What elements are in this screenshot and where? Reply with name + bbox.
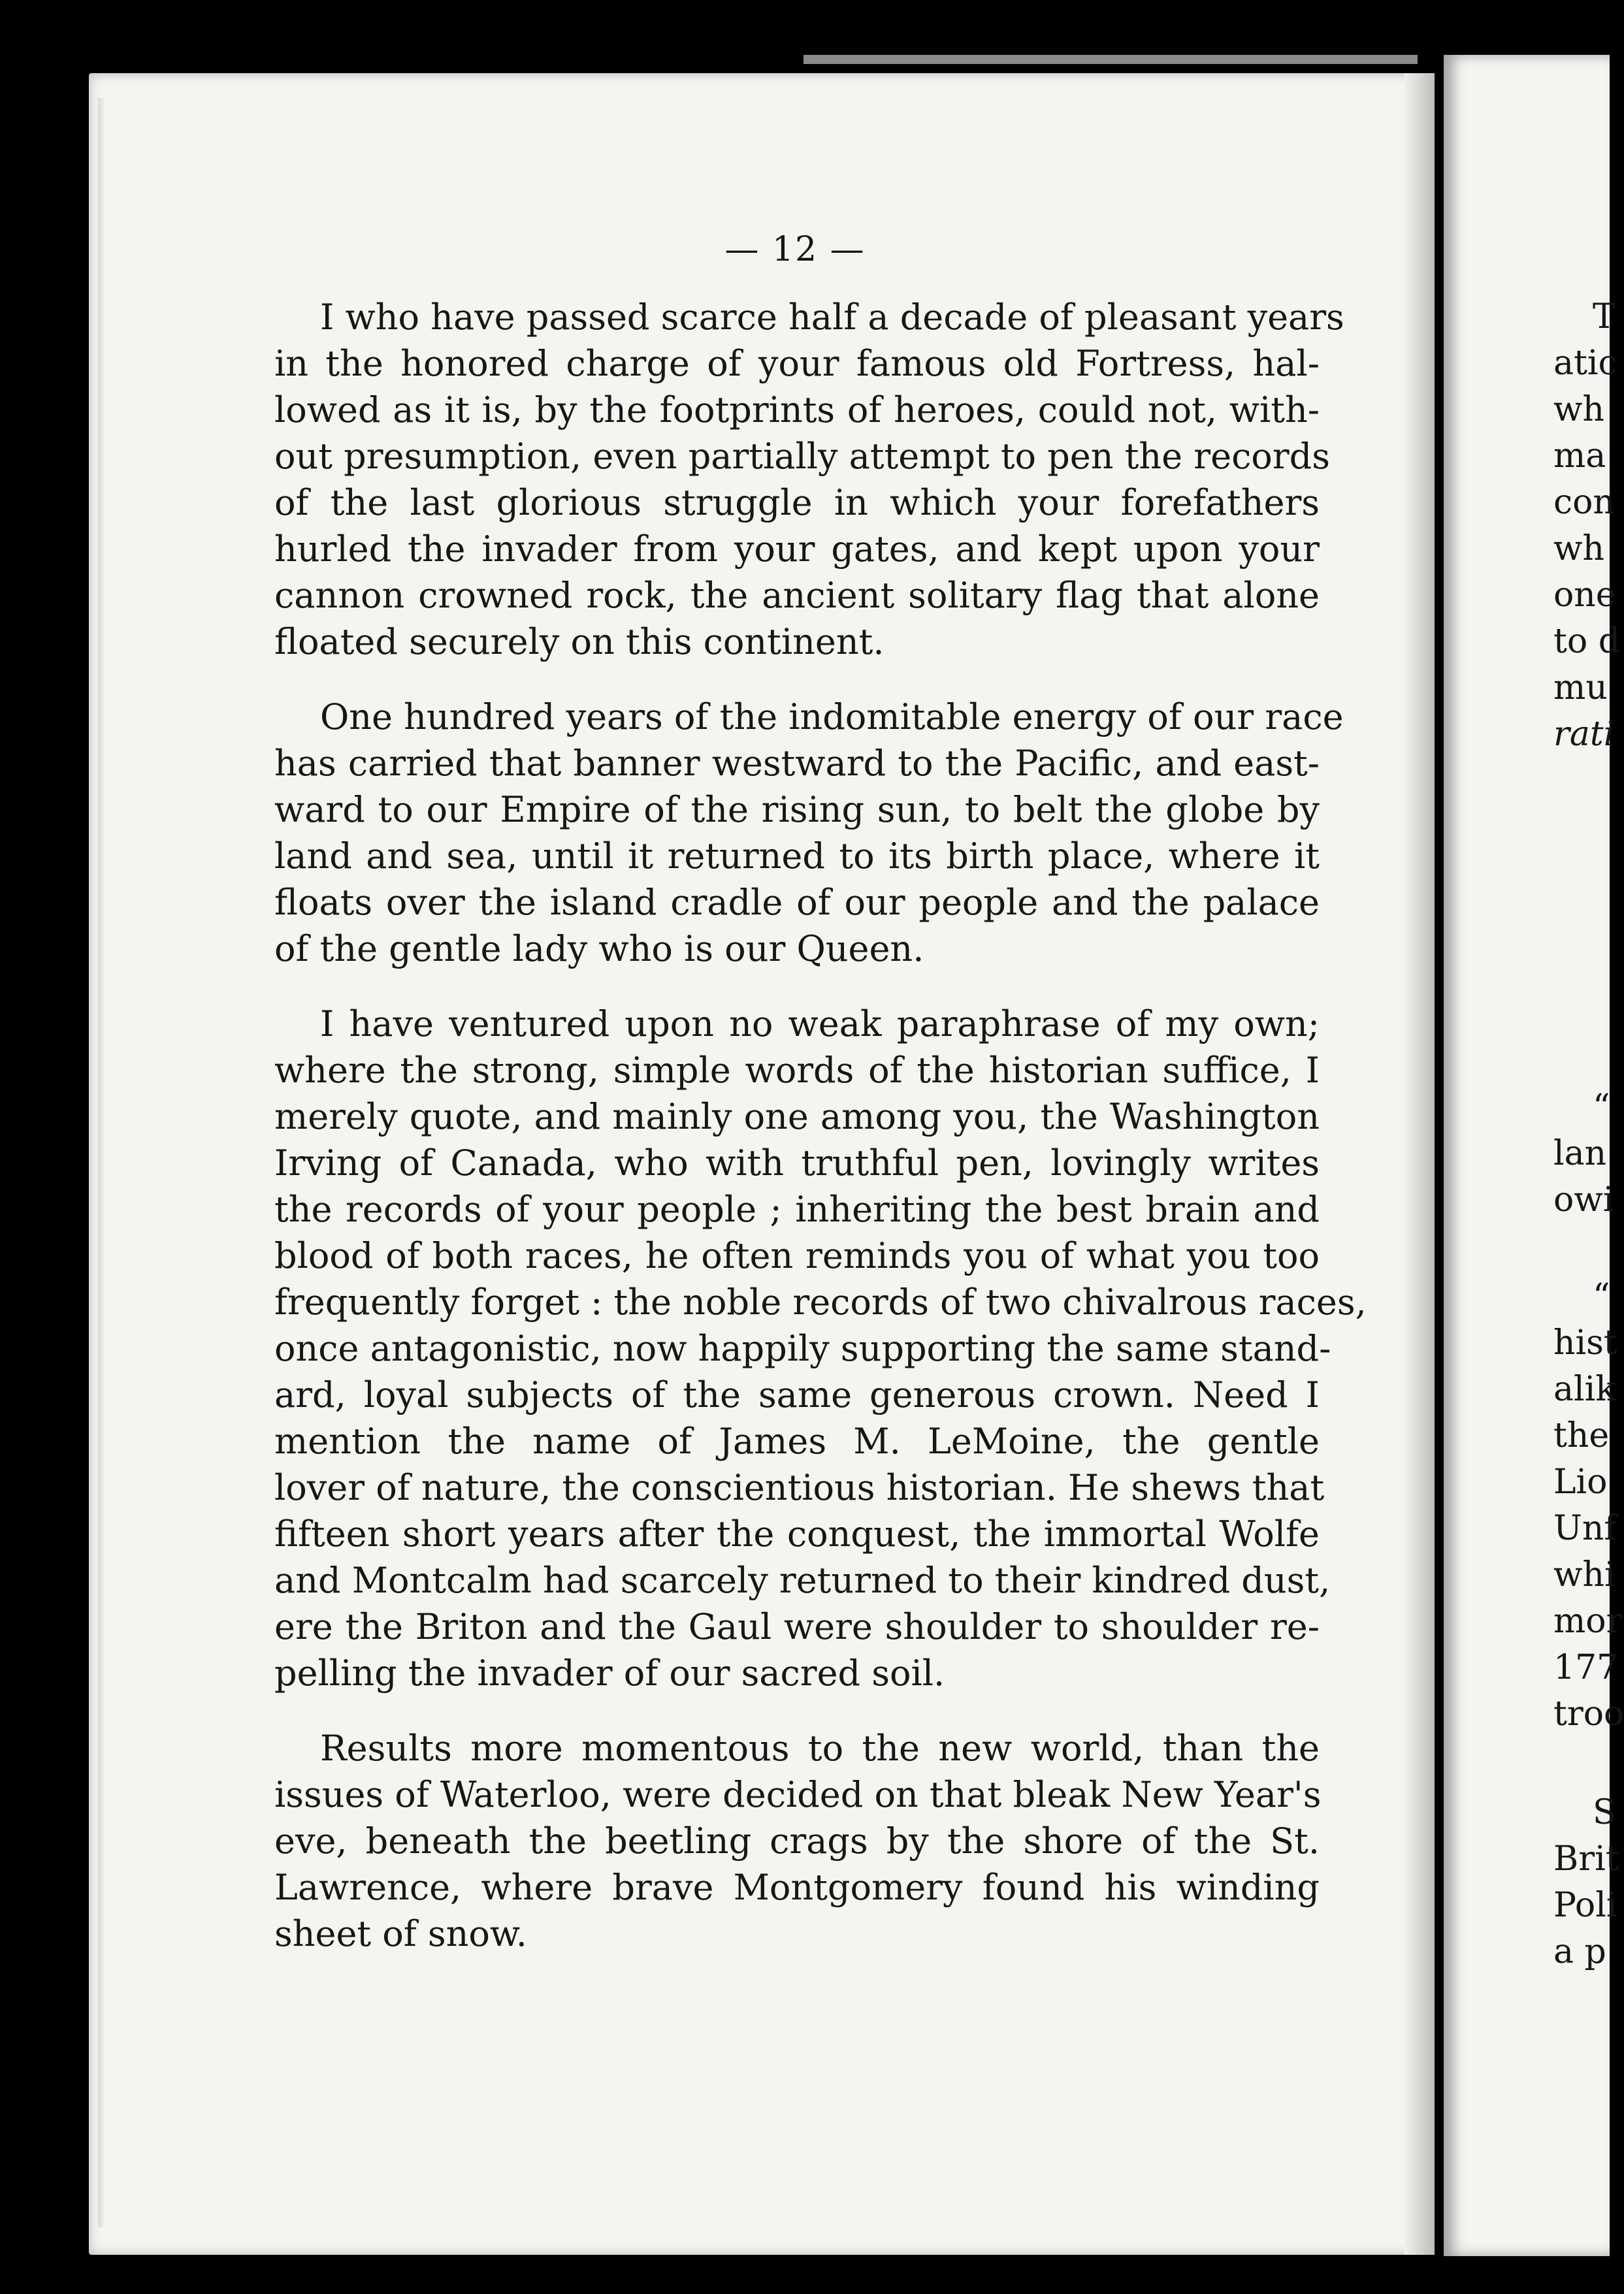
text-line: ere the Briton and the Gaul were shoulder to shoulder re- [274,1606,1320,1647]
text-line: lover of nature, the conscientious historian. He shews that [274,1467,1325,1508]
text-line: once antagonistic, now happily supporting the same stand- [274,1328,1331,1369]
text-line: lowed as it is, by the footprints of heroes, could not, with- [274,389,1320,430]
text-line: ard, loyal subjects of the same generous crown. Need I [274,1374,1320,1415]
fragment-line: wh [1553,390,1604,429]
text-line: where the strong, simple words of the historian suffice, I [274,1050,1320,1091]
text-line: floats over the island cradle of our people and the palace [274,882,1320,923]
fragment-line: Poli [1553,1886,1617,1925]
text-line: I have ventured upon no weak paraphrase of my own; [320,1003,1320,1044]
text-line: One hundred years of the indomitable energy of our race [320,696,1344,737]
fragment-line: atic [1553,344,1617,383]
text-line: of the gentle lady who is our Queen. [274,928,924,969]
text-line: merely quote, and mainly one among you, the Washington [274,1096,1320,1137]
text-line: ward to our Empire of the rising sun, to belt the globe by [274,789,1320,830]
text-line: frequently forget : the noble records of two chivalrous races, [274,1282,1367,1323]
text-line: Results more momentous to the new world, than the [320,1728,1320,1769]
paragraph-3 [274,1001,1367,1696]
fragment-line: lan [1553,1134,1607,1173]
text-line: sheet of snow. [274,1913,527,1954]
text-line: issues of Waterloo, were decided on that bleak New Year's [274,1774,1322,1815]
text-line: Irving of Canada, who with truthful pen, lovingly writes [274,1142,1320,1184]
paragraph-4 [274,1725,1320,1957]
text-line: in the honored charge of your famous old Fortress, hal- [274,343,1320,384]
binding-strip [804,55,1418,64]
paragraph-1 [274,294,1344,665]
right-page-fragment-4 [1553,1790,1619,1975]
text-line: I who have passed scarce half a decade of pleasant years [320,297,1344,338]
right-page-fragment-3 [1553,1274,1624,1737]
fragment-line: ma [1553,436,1606,476]
left-page-inner-edge [98,98,105,2227]
fragment-line: owi [1553,1180,1614,1220]
fragment-line: mu [1553,668,1608,707]
page-number-text: — 12 — [724,230,866,269]
fragment-line: wh [1553,529,1604,568]
text-line: floated securely on this continent. [274,621,885,662]
text-line: the records of your people ; inheriting the best brain and [274,1189,1320,1230]
text-line: mention the name of James M. LeMoine, the gentle [274,1421,1320,1462]
fragment-line: con [1553,483,1615,522]
fragment-line: Lio [1553,1462,1608,1502]
fragment-line: mor [1553,1602,1623,1641]
fragment-line: alik [1553,1370,1616,1409]
right-page-fragment-1 [1553,294,1620,758]
text-line: eve, beneath the beetling crags by the shore of the St. [274,1820,1320,1862]
left-page-gutter-edge [1405,73,1435,2255]
fragment-line: “ [1593,1088,1610,1127]
text-line: fifteen short years after the conquest, the immortal Wolfe [274,1513,1320,1555]
text-line: of the last glorious struggle in which your forefathers [274,482,1320,523]
fragment-line: Unf [1553,1509,1617,1548]
body-text [274,294,1367,1986]
fragment-line: one [1553,575,1616,615]
page-number [0,230,1610,269]
text-line: pelling the invader of our sacred soil. [274,1653,945,1694]
fragment-line: Brit [1553,1839,1619,1879]
right-page-fragment-2 [1553,1084,1614,1223]
text-line: hurled the invader from your gates, and kept upon your [274,528,1320,570]
paragraph-2 [274,694,1344,972]
fragment-line: rati [1553,715,1615,754]
fragment-line: troo [1553,1694,1624,1734]
fragment-line: the [1553,1416,1610,1455]
text-line: land and sea, until it returned to its birth place, where it [274,835,1320,877]
text-line: cannon crowned rock, the ancient solitary flag that alone [274,575,1320,616]
text-line: Lawrence, where brave Montgomery found his winding [274,1867,1320,1908]
fragment-line: S [1593,1793,1616,1832]
fragment-line: hist [1553,1323,1617,1363]
text-line: and Montcalm had scarcely returned to their kindred dust, [274,1560,1331,1601]
fragment-line: whi [1553,1555,1616,1594]
text-line: has carried that banner westward to the Pacific, and east- [274,743,1320,784]
fragment-line: a p [1553,1932,1606,1971]
text-line: blood of both races, he often reminds you of what you too [274,1235,1320,1276]
fragment-line: T [1593,297,1616,336]
fragment-line: to d [1553,622,1621,661]
fragment-line: “ [1593,1277,1610,1316]
text-line: out presumption, even partially attempt to pen the records [274,436,1330,477]
fragment-line: 177 [1553,1648,1619,1687]
